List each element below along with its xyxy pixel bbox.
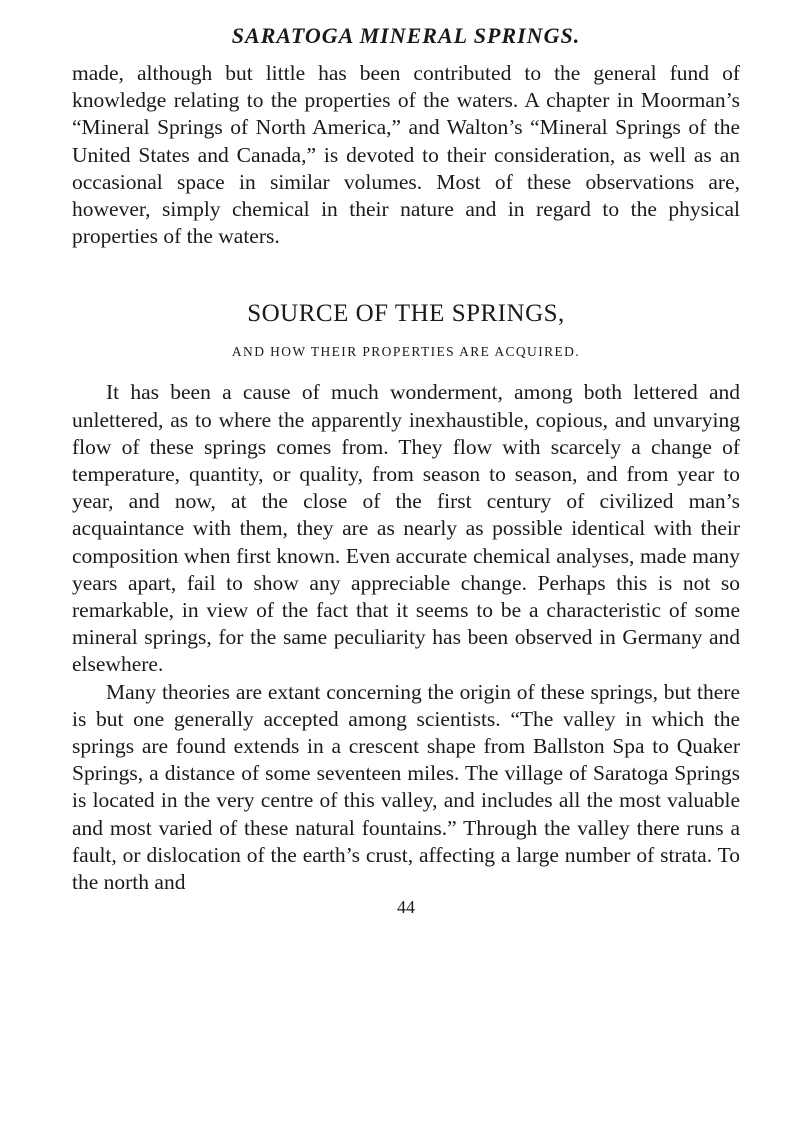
section-subtitle: AND HOW THEIR PROPERTIES ARE ACQUIRED. <box>231 344 581 360</box>
section-title: SOURCE OF THE SPRINGS, <box>247 300 565 328</box>
paragraph-theories: Many theories are extant concerning the origin of these springs, but there is but one generally accepted among scientists. “The valley in which the springs are found extends in a crescent shape from Ballston Spa to Quaker Springs, a distance of some seventeen miles. The village of Saratoga Springs is located in the very centre of this valley, and includes all the most valuable and most varied of these natural fountains.” Through the valley there runs a fault, or dislocation of the earth’s crust, affecting a large number of strata. To the north and <box>72 679 740 895</box>
running-head: SARATOGA MINERAL SPRINGS. <box>231 23 581 48</box>
page-number: 44 <box>397 897 415 918</box>
paragraph-wonderment: It has been a cause of much wonderment, among both lettered and unlettered, as to where the apparently inexhaustible, copious, and unvarying flow of these springs comes from. They flow with scarcely a change of temperature, quantity, or quality, from season to season, and from year to year, and now, at the close of the first century of civilized man’s acquaintance with them, they are as nearly as possible identical with their composition when first known. Even accurate chemical analyses, made many years apart, fail to show any appreciable change. Perhaps this is not so remarkable, in view of the fact that it seems to be a characteristic of some mineral springs, for the same peculiarity has been observed in Germany and elsewhere. <box>72 380 740 677</box>
paragraph-intro: made, although but little has been contributed to the general fund of knowledge relating to the properties of the waters. A chapter in Moorman’s “Mineral Springs of North America,” and Walton’s “Mineral Springs of the United States and Canada,” is devoted to their consideration, as well as an occasional space in similar volumes. Most of these observations are, however, simply chemical in their nature and in regard to the physical properties of the waters. <box>72 61 740 249</box>
